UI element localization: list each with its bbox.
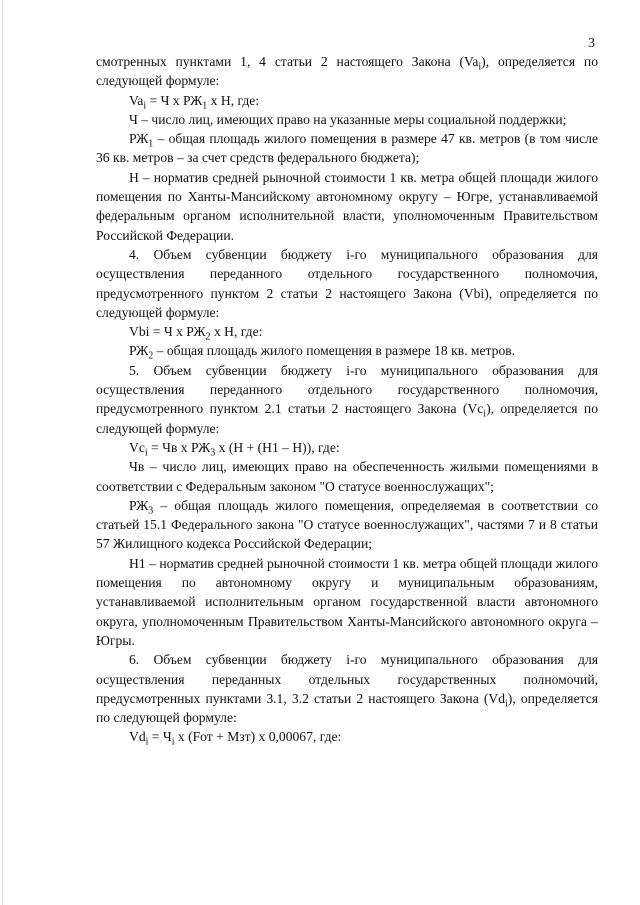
definition-n: Н – норматив средней рыночной стоимости 1 кв. метра общей площади жилого помещения по Ханты-Мансийскому автономному округу – Югре, устанавливаемой федеральным органом исполнительной власти, уполномоченным Правительством Российской Федерации. xyxy=(96,169,598,243)
formula-va: $Va_i = Ч$ x $РЖ_1$ x Н, где: xyxy=(129,92,260,112)
definition-chv: Чв – число лиц, имеющих право на обеспеченность жилыми помещениями в соответствии с Федеральным законом "О статусе военнослужащих"; xyxy=(96,459,598,494)
page-edge-line xyxy=(2,0,3,905)
definition-n1: Н1 – норматив средней рыночной стоимости 1 кв. метра общей площади жилого помещения по автономному округу и муниципальным образованиям, устанавливаемой исполнительным органом государственной власти автономного округа, уполномоченным Правительством Ханты-Мансийского автономного округа – Югры. xyxy=(96,555,598,648)
paragraph-6: 6. Объем субвенции бюджету i-го муниципального образования для осуществления переданных отдельных государственных полномочий, предусмотренных пунктами 3.1, 3.2 статьи 2 настоящего Закона $(Vd_i)$, определяется по следующей формуле: xyxy=(96,652,598,726)
paragraph-intro: смотренных пунктами 1, 4 статьи 2 настоящего Закона $(Va_i)$, определяется по следующей формуле: xyxy=(96,54,598,89)
paragraph-5: 5. Объем субвенции бюджету i-го муниципального образования для осуществления переданного отдельного государственного полномочия, предусмотренного пунктом 2.1 статьи 2 настоящего Закона $(Vc_i)$, определяется по следующей формуле: xyxy=(96,362,598,436)
definition-rzh3: $РЖ_3$ – общая площадь жилого помещения, определяемая в соответствии со статьей 15.1 Федерального закона "О статусе военнослужащих", частями 7 и 8 статьи 57 Жилищного кодекса Российской Федерации; xyxy=(96,497,598,552)
definition-rzh1: $РЖ_1$ – общая площадь жилого помещения в размере 47 кв. метров (в том числе 36 кв. метров – за счет средств федерального бюджета); xyxy=(96,131,598,166)
formula-vc: $Vc_i$ = Чв x $РЖ_3$ x (Н + (Н1 – Н)), где: xyxy=(129,439,340,459)
document-body xyxy=(96,52,598,747)
definition-rzh2: $РЖ_2$ – общая площадь жилого помещения в размере 18 кв. метров. xyxy=(129,343,516,363)
formula-vb: Vbi = Ч x $РЖ_2$ x Н, где: xyxy=(129,324,263,343)
paragraph-4: 4. Объем субвенции бюджету i-го муниципального образования для осуществления переданного отдельного государственного полномочия, предусмотренного пунктом 2 статьи 2 настоящего Закона (Vbi), определяется по следующей формуле: xyxy=(96,246,598,320)
page-number: 3 xyxy=(588,36,595,51)
definition-ch: Ч – число лиц, имеющих право на указанные меры социальной поддержки; xyxy=(129,111,567,127)
formula-vd: $Vd_i = Ч_i$ x (Fот + Мзт) x 0,00067, где: xyxy=(129,729,342,749)
